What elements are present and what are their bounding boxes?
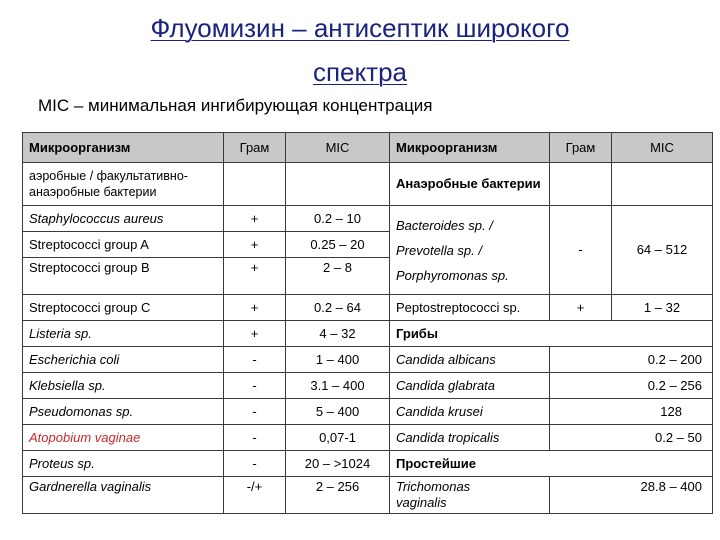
organism-name: Peptostreptococci sp. xyxy=(390,295,550,321)
title-line-1: Флуомизин – антисептик широкого xyxy=(150,13,570,43)
organism-name: Klebsiella sp. xyxy=(23,373,224,399)
organism-name: Candida glabrata xyxy=(390,373,550,399)
mic-value: 1 – 400 xyxy=(286,347,390,373)
organism-name: Proteus sp. xyxy=(23,451,224,477)
organism-name: Listeria sp. xyxy=(23,321,224,347)
gram-value: - xyxy=(224,373,286,399)
gram-value: - xyxy=(224,399,286,425)
group-anaerobic-label: Анаэробные бактерии xyxy=(390,163,550,206)
mic-value: 2 – 8 xyxy=(286,258,390,295)
gram-value: + xyxy=(224,232,286,258)
title-line-2: спектра xyxy=(312,57,408,87)
header-gram-right: Грам xyxy=(550,133,612,163)
mic-value: 1 – 32 xyxy=(612,295,713,321)
mic-value: 5 – 400 xyxy=(286,399,390,425)
bacteroides-line-3: Porphyromonas sp. xyxy=(396,267,509,283)
organism-name: Streptococci group B xyxy=(23,258,224,295)
mic-value: 0.25 – 20 xyxy=(286,232,390,258)
empty-cell xyxy=(224,163,286,206)
mic-value: 64 – 512 xyxy=(612,206,713,295)
table-header-row xyxy=(23,133,713,163)
table-row xyxy=(23,321,713,347)
mic-value: 4 – 32 xyxy=(286,321,390,347)
table-row xyxy=(23,399,713,425)
mic-value: 3.1 – 400 xyxy=(286,373,390,399)
group-aerobic-label: аэробные / факультативно-анаэробные бактерии xyxy=(23,163,224,206)
bacteroides-line-1: Bacteroides sp. / xyxy=(396,217,493,233)
mic-value: 2 – 256 xyxy=(286,477,390,514)
gram-value: - xyxy=(224,425,286,451)
gram-value: + xyxy=(224,206,286,232)
table-row xyxy=(23,163,713,206)
organism-name: Atopobium vaginae xyxy=(23,425,224,451)
header-microorganism-left: Микроорганизм xyxy=(23,133,224,163)
group-protozoa-label: Простейшие xyxy=(390,451,713,477)
table-row xyxy=(23,373,713,399)
slide-title xyxy=(0,6,720,94)
mic-value: 0.2 – 256 xyxy=(550,373,713,399)
header-gram-left: Грам xyxy=(224,133,286,163)
organism-name: Escherichia coli xyxy=(23,347,224,373)
table-row xyxy=(23,295,713,321)
organism-name: Candida tropicalis xyxy=(390,425,550,451)
gram-value: + xyxy=(224,295,286,321)
gram-value: -/+ xyxy=(224,477,286,514)
empty-cell xyxy=(612,163,713,206)
gram-value: + xyxy=(550,295,612,321)
mic-value: 0.2 – 64 xyxy=(286,295,390,321)
mic-value: 0,07-1 xyxy=(286,425,390,451)
gram-value: + xyxy=(224,258,286,295)
gram-value: + xyxy=(224,321,286,347)
mic-value: 28.8 – 400 xyxy=(550,477,713,514)
trichomonas-label: Trichomonas vaginalis xyxy=(396,479,471,510)
empty-cell xyxy=(286,163,390,206)
empty-cell xyxy=(550,163,612,206)
mic-table xyxy=(22,132,713,514)
gram-value: - xyxy=(224,451,286,477)
table-row xyxy=(23,425,713,451)
table-row xyxy=(23,206,713,232)
bacteroides-line-2: Prevotella sp. / xyxy=(396,242,482,258)
gram-value: - xyxy=(224,347,286,373)
organism-name: Gardnerella vaginalis xyxy=(23,477,224,514)
header-microorganism-right: Микроорганизм xyxy=(390,133,550,163)
organism-name-bacteroides xyxy=(390,206,550,295)
table-row xyxy=(23,451,713,477)
group-fungi-label: Грибы xyxy=(390,321,713,347)
organism-name: Pseudomonas sp. xyxy=(23,399,224,425)
subtitle: MIC – минимальная ингибирующая концентрация xyxy=(38,96,433,115)
gram-value: - xyxy=(550,206,612,295)
mic-value: 20 – >1024 xyxy=(286,451,390,477)
organism-name: Streptococci group C xyxy=(23,295,224,321)
header-mic-right: MIC xyxy=(612,133,713,163)
mic-value: 0.2 – 50 xyxy=(550,425,713,451)
organism-name: Candida albicans xyxy=(390,347,550,373)
table-row xyxy=(23,347,713,373)
mic-value: 0.2 – 10 xyxy=(286,206,390,232)
organism-name: Streptococci group A xyxy=(23,232,224,258)
organism-name: Staphylococcus aureus xyxy=(23,206,224,232)
mic-value: 0.2 – 200 xyxy=(550,347,713,373)
organism-name: Candida krusei xyxy=(390,399,550,425)
header-mic-left: MIC xyxy=(286,133,390,163)
organism-name-trichomonas xyxy=(390,477,550,514)
table-row xyxy=(23,477,713,514)
mic-value: 128 xyxy=(550,399,713,425)
